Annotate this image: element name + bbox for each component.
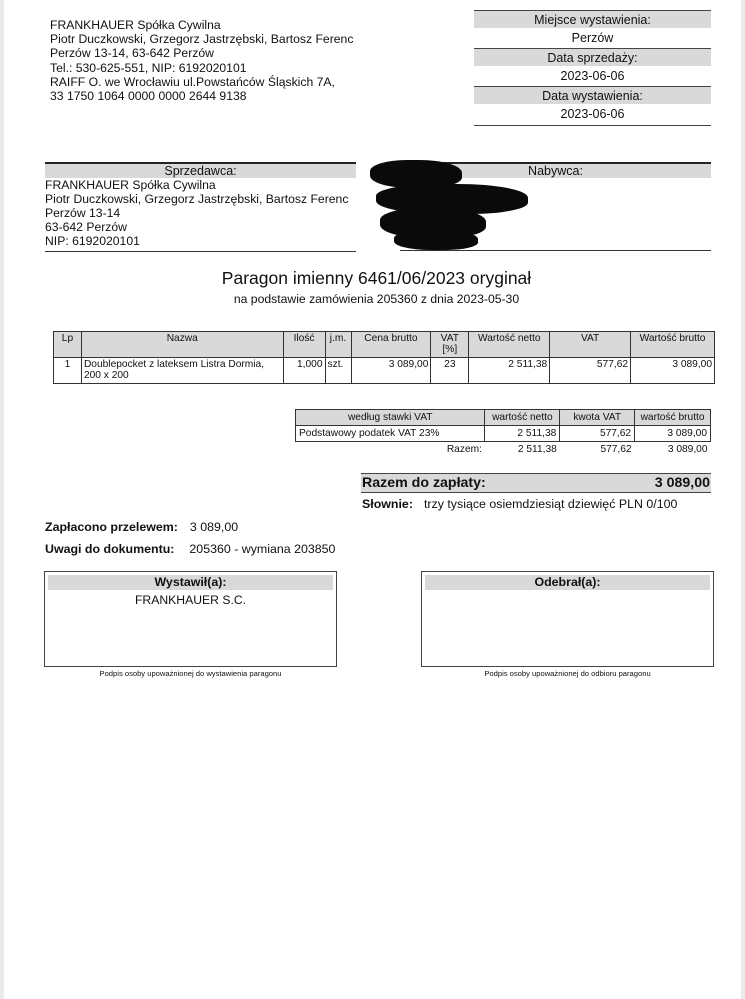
- buyer-header: Nabywca:: [400, 162, 711, 178]
- seller-line: NIP: 6192020101: [45, 234, 140, 248]
- items-table: [53, 331, 715, 384]
- col-price-gross: Cena brutto: [351, 332, 431, 358]
- seller-line: Perzów 13-14: [45, 206, 121, 220]
- seller-divider: [45, 251, 356, 252]
- issue-date-value: 2023-06-06: [560, 107, 625, 121]
- notes-label: Uwagi do dokumentu:: [45, 542, 175, 556]
- sale-date-label: Data sprzedaży:: [474, 48, 711, 66]
- cell-unit: szt.: [325, 358, 351, 384]
- vat-net: 2 511,38: [485, 426, 560, 442]
- col-name: Nazwa: [81, 332, 283, 358]
- received-label: Odebrał(a):: [425, 575, 710, 590]
- receipt-page: [4, 0, 741, 999]
- received-signature-box: [421, 571, 714, 667]
- vat-summary-table: [295, 409, 711, 458]
- words-label: Słownie:: [362, 497, 413, 511]
- issuer-line: Tel.: 530-625-551, NIP: 6192020101: [50, 60, 247, 75]
- col-net: Wartość netto: [469, 332, 550, 358]
- col-qty: Ilość: [283, 332, 325, 358]
- issuer-line: Piotr Duczkowski, Grzegorz Jastrzębski, Bartosz Ferenc: [50, 32, 354, 47]
- col-lp: Lp: [54, 332, 82, 358]
- col-unit: j.m.: [325, 332, 351, 358]
- cell-net: 2 511,38: [469, 358, 550, 384]
- cell-vat: 577,62: [550, 358, 631, 384]
- cell-gross: 3 089,00: [631, 358, 715, 384]
- issued-caption: Podpis osoby upoważnionej do wystawienia paragonu: [99, 669, 282, 678]
- issued-label: Wystawił(a):: [48, 575, 333, 590]
- total-due-value: 3 089,00: [654, 475, 710, 491]
- cell-price-gross: 3 089,00: [351, 358, 431, 384]
- payment-value: 3 089,00: [189, 520, 239, 534]
- vat-total-label: Razem:: [446, 444, 482, 456]
- amount-in-words: [362, 497, 677, 511]
- vat-total-vat: 577,62: [600, 444, 632, 456]
- notes-value: 205360 - wymiana 203850: [189, 542, 336, 556]
- col-gross: Wartość brutto: [631, 332, 715, 358]
- payment-label: Zapłacono przelewem:: [45, 520, 178, 534]
- buyer-block: [400, 162, 711, 251]
- table-row: [296, 426, 711, 442]
- issuer-line: Perzów 13-14, 63-642 Perzów: [50, 46, 214, 61]
- payment-info: [45, 520, 238, 534]
- col-vat: VAT: [550, 332, 631, 358]
- issued-by-signature: [44, 571, 337, 678]
- vat-col-gross: wartość brutto: [635, 410, 711, 426]
- received-by-signature: [421, 571, 714, 678]
- vat-col-net: wartość netto: [485, 410, 560, 426]
- vat-total-gross: 3 089,00: [667, 444, 708, 456]
- cell-lp: 1: [54, 358, 82, 384]
- cell-vat-rate: 23: [431, 358, 469, 384]
- vat-amount: 577,62: [560, 426, 635, 442]
- document-notes: [45, 542, 335, 556]
- issuer-line: RAIFF O. we Wrocławiu ul.Powstańców Śląskich 7A,: [50, 74, 335, 89]
- sale-date-value: 2023-06-06: [560, 69, 625, 83]
- buyer-details: [400, 178, 711, 250]
- vat-col-rate: według stawki VAT: [296, 410, 485, 426]
- document-meta: [474, 10, 711, 126]
- issued-value: FRANKHAUER S.C.: [134, 593, 247, 607]
- place-label: Miejsce wystawienia:: [474, 10, 711, 28]
- issue-date-label: Data wystawienia:: [474, 86, 711, 104]
- issuer-line: FRANKHAUER Spółka Cywilna: [50, 18, 221, 32]
- cell-name: Doublepocket z lateksem Listra Dormia, 200 x 200: [81, 358, 283, 384]
- words-value: trzy tysiące osiemdziesiąt dziewięć PLN 0/100: [423, 497, 678, 511]
- seller-line: FRANKHAUER Spółka Cywilna: [45, 178, 216, 192]
- items-header-row: [54, 332, 715, 358]
- issued-signature-box: [44, 571, 337, 667]
- seller-block: [45, 162, 356, 252]
- vat-rate-label: Podstawowy podatek VAT 23%: [296, 426, 485, 442]
- buyer-divider: [400, 250, 711, 251]
- total-due: [361, 473, 711, 493]
- seller-details: [45, 178, 356, 248]
- meta-divider: [474, 124, 711, 126]
- document-title: Paragon imienny 6461/06/2023 oryginał: [221, 268, 532, 288]
- document-subtitle: na podstawie zamówienia 205360 z dnia 2023-05-30: [233, 292, 520, 306]
- vat-total-net: 2 511,38: [517, 444, 557, 456]
- total-due-label: Razem do zapłaty:: [362, 475, 486, 491]
- issuer-block: [50, 18, 353, 103]
- table-row: [54, 358, 715, 384]
- cell-qty: 1,000: [283, 358, 325, 384]
- vat-total-row: [296, 442, 711, 458]
- seller-line: Piotr Duczkowski, Grzegorz Jastrzębski, Bartosz Ferenc: [45, 192, 349, 206]
- issuer-line: 33 1750 1064 0000 0000 2644 9138: [50, 89, 247, 104]
- seller-header: Sprzedawca:: [45, 162, 356, 178]
- vat-gross: 3 089,00: [635, 426, 711, 442]
- received-caption: Podpis osoby upoważnionej do odbioru paragonu: [484, 669, 651, 678]
- vat-col-vat: kwota VAT: [560, 410, 635, 426]
- seller-line: 63-642 Perzów: [45, 220, 127, 234]
- place-value: Perzów: [571, 31, 614, 45]
- redaction-mark: [394, 230, 478, 250]
- col-vat-rate: VAT [%]: [431, 332, 469, 358]
- vat-header-row: [296, 410, 711, 426]
